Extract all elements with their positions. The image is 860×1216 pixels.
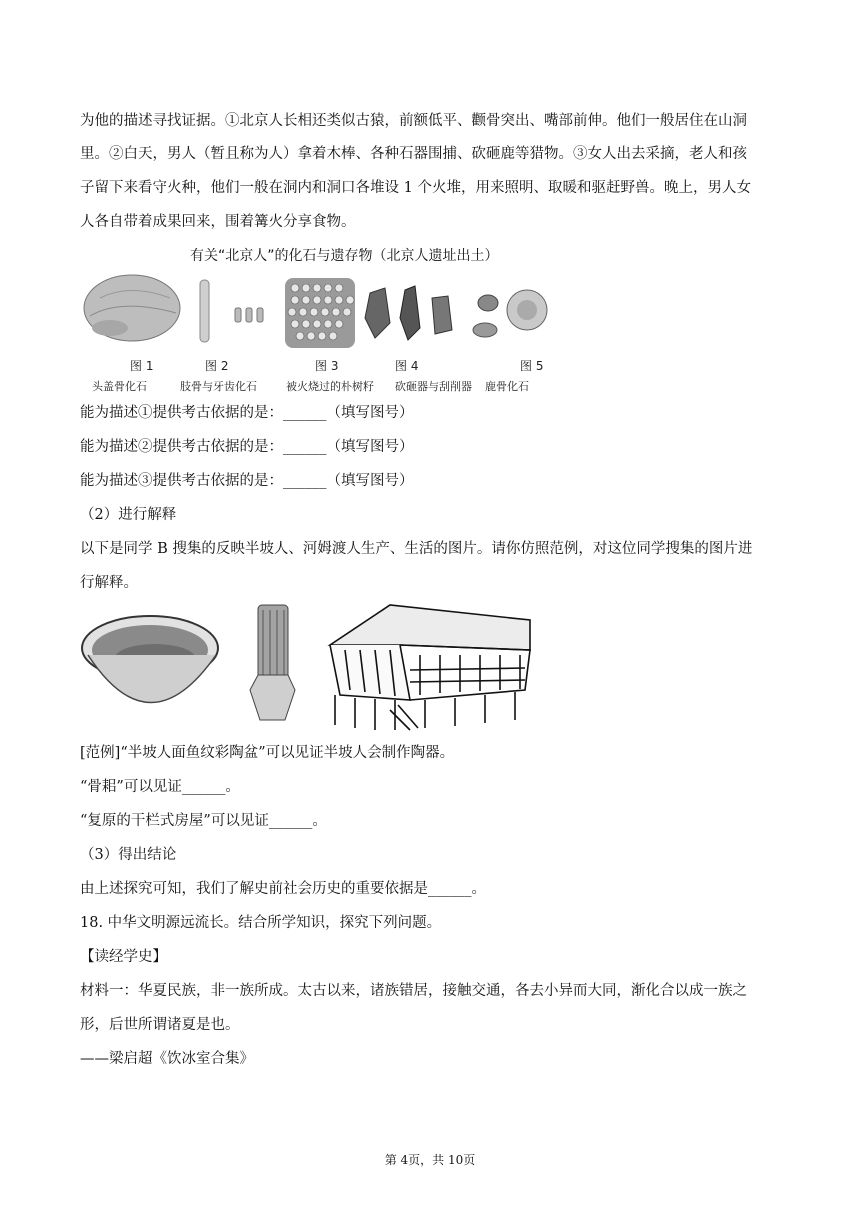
answer-stilt-house: “复原的干栏式房屋”可以见证______。 [80,813,327,829]
figure-label-5: 图 5 [520,359,544,373]
page-footer: 第 4页，共 10页 [384,1153,476,1167]
material-1-source: ——梁启超《饮冰室合集》 [80,1051,254,1067]
stilt-house-image [330,605,530,730]
section-3-text: 由上述探究可知，我们了解史前社会历史的重要依据是______。 [80,881,486,897]
artifact-figure [80,600,540,735]
figure-label-1: 图 1 [130,359,154,373]
section-3-heading: （3）得出结论 [80,847,177,863]
figure-caption-5: 鹿骨化石 [485,380,529,393]
figure-label-2: 图 2 [205,359,229,373]
figure-title: 有关“北京人”的化石与遗存物（北京人遗址出土） [190,248,499,264]
example-text: [范例]“半坡人面鱼纹彩陶盆”可以见证半坡人会制作陶器。 [80,745,455,761]
burnt-seeds-image [285,278,355,348]
painted-pottery-bowl-image [82,616,218,703]
question-2: 能为描述②提供考古依据的是：______（填写图号） [80,439,414,455]
paragraph-line-1: 为他的描述寻找证据。①北京人长相还类似古猿，前额低平、颧骨突出、嘴部前伸。他们一般居住在山洞 [80,113,747,129]
skull-fossil-image [84,275,180,341]
section-2-intro-line-2: 行解释。 [80,575,138,591]
material-1-line-1: 材料一：华夏民族，非一族所成。太古以来，诸族错居，接触交通，各去小异而大同，渐化合以成一族之 [80,983,747,999]
limb-bone-teeth-image [200,280,263,342]
question-18-title: 18. 中华文明源远流长。结合所学知识，探究下列问题。 [80,915,442,931]
question-3: 能为描述③提供考古依据的是：______（填写图号） [80,473,414,489]
figure-label-3: 图 3 [315,359,339,373]
deer-bone-image [473,290,547,337]
figure-label-4: 图 4 [395,359,419,373]
question-1: 能为描述①提供考古依据的是：______（填写图号） [80,405,414,421]
paragraph-line-3: 子留下来看守火种，他们一般在洞内和洞口各堆设 1 个火堆，用来照明、取暖和驱赶野兽。晚上，男人女 [80,180,751,196]
section-2-heading: （2）进行解释 [80,507,177,523]
figure-caption-2: 肢骨与牙齿化石 [180,380,257,393]
bone-spade-image [250,605,295,720]
fossil-figure [80,268,550,398]
stone-tools-image [365,286,452,340]
paragraph-line-4: 人各自带着成果回来，围着篝火分享食物。 [80,214,356,230]
answer-bone-spade: “骨耜”可以见证______。 [80,779,240,795]
figure-caption-4: 砍砸器与刮削器 [395,380,472,393]
material-1-line-2: 形，后世所谓诸夏是也。 [80,1017,240,1033]
figure-caption-3: 被火烧过的朴树籽 [286,380,374,393]
question-18-subhead: 【读经学史】 [80,949,167,965]
figure-caption-1: 头盖骨化石 [92,380,147,393]
section-2-intro-line-1: 以下是同学 B 搜集的反映半坡人、河姆渡人生产、生活的图片。请你仿照范例，对这位同学搜集的图片进 [80,541,753,557]
paragraph-line-2: 里。②白天，男人（暂且称为人）拿着木棒、各种石器围捕、砍砸鹿等猎物。③女人出去采摘，老人和孩 [80,146,747,162]
